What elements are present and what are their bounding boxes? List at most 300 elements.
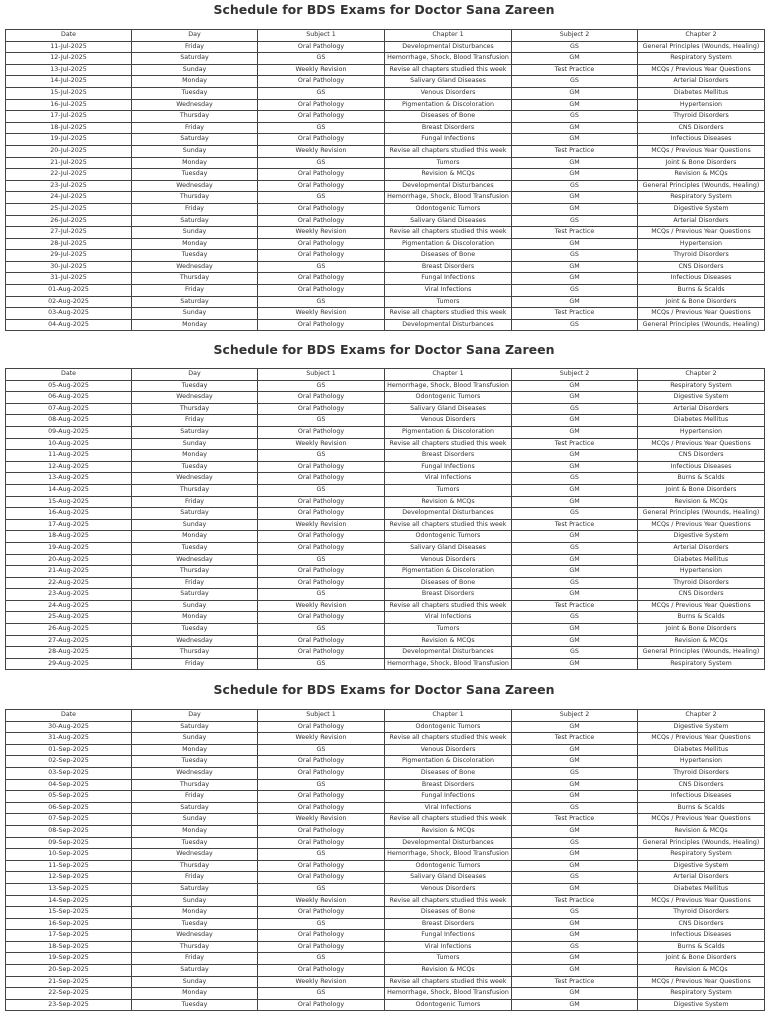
- chapter-2-cell: Burns & Scalds: [638, 285, 765, 297]
- chapter-2-cell: Joint & Bone Disorders: [638, 296, 765, 308]
- subject-2-cell: GS: [512, 802, 638, 814]
- column-header-chapter-2: Chapter 2: [638, 369, 765, 381]
- chapter-2-cell: Joint & Bone Disorders: [638, 484, 765, 496]
- subject-1-cell: GS: [258, 883, 385, 895]
- subject-2-cell: GM: [512, 721, 638, 733]
- subject-2-cell: GM: [512, 192, 638, 204]
- subject-2-cell: GM: [512, 825, 638, 837]
- day-cell: Monday: [132, 238, 258, 250]
- subject-2-cell: GM: [512, 589, 638, 601]
- table-row: [6, 814, 765, 826]
- subject-2-cell: GM: [512, 392, 638, 404]
- date-cell: 11-Jul-2025: [6, 41, 132, 53]
- day-cell: Thursday: [132, 484, 258, 496]
- subject-2-cell: GM: [512, 450, 638, 462]
- subject-1-cell: Weekly Revision: [258, 308, 385, 320]
- table-row: [6, 767, 765, 779]
- table-row: [6, 145, 765, 157]
- chapter-1-cell: Revision & MCQs: [385, 169, 512, 181]
- table-row: [6, 721, 765, 733]
- day-cell: Friday: [132, 41, 258, 53]
- chapter-2-cell: Arterial Disorders: [638, 403, 765, 415]
- chapter-2-cell: MCQs / Previous Year Questions: [638, 814, 765, 826]
- day-cell: Friday: [132, 415, 258, 427]
- date-cell: 18-Sep-2025: [6, 941, 132, 953]
- chapter-2-cell: Respiratory System: [638, 53, 765, 65]
- date-cell: 21-Aug-2025: [6, 566, 132, 578]
- subject-2-cell: Test Practice: [512, 64, 638, 76]
- chapter-1-cell: Revise all chapters studied this week: [385, 145, 512, 157]
- table-row: [6, 169, 765, 181]
- chapter-2-cell: Revision & MCQs: [638, 496, 765, 508]
- subject-1-cell: Weekly Revision: [258, 145, 385, 157]
- subject-1-cell: Oral Pathology: [258, 756, 385, 768]
- date-cell: 29-Aug-2025: [6, 658, 132, 670]
- chapter-2-cell: Revision & MCQs: [638, 635, 765, 647]
- day-cell: Wednesday: [132, 930, 258, 942]
- table-row: [6, 203, 765, 215]
- day-cell: Wednesday: [132, 635, 258, 647]
- table-row: [6, 907, 765, 919]
- date-cell: 12-Aug-2025: [6, 461, 132, 473]
- subject-2-cell: Test Practice: [512, 308, 638, 320]
- column-header-date: Date: [6, 30, 132, 42]
- chapter-2-cell: Arterial Disorders: [638, 215, 765, 227]
- subject-1-cell: GS: [258, 450, 385, 462]
- subject-1-cell: GS: [258, 415, 385, 427]
- chapter-2-cell: Burns & Scalds: [638, 473, 765, 485]
- subject-2-cell: Test Practice: [512, 600, 638, 612]
- chapter-2-cell: Revision & MCQs: [638, 169, 765, 181]
- day-cell: Tuesday: [132, 918, 258, 930]
- date-cell: 04-Sep-2025: [6, 779, 132, 791]
- chapter-2-cell: Hypertension: [638, 426, 765, 438]
- subject-2-cell: GM: [512, 380, 638, 392]
- chapter-2-cell: Respiratory System: [638, 658, 765, 670]
- chapter-1-cell: Hemorrhage, Shock, Blood Transfusion: [385, 658, 512, 670]
- chapter-1-cell: Breast Disorders: [385, 450, 512, 462]
- chapter-2-cell: Thyroid Disorders: [638, 907, 765, 919]
- table-row: [6, 261, 765, 273]
- chapter-1-cell: Breast Disorders: [385, 589, 512, 601]
- table-row: [6, 99, 765, 111]
- day-cell: Thursday: [132, 779, 258, 791]
- column-header-date: Date: [6, 369, 132, 381]
- table-row: [6, 285, 765, 297]
- chapter-2-cell: Digestive System: [638, 531, 765, 543]
- date-cell: 15-Sep-2025: [6, 907, 132, 919]
- table-row: [6, 157, 765, 169]
- subject-1-cell: GS: [258, 953, 385, 965]
- date-cell: 28-Jul-2025: [6, 238, 132, 250]
- day-cell: Friday: [132, 791, 258, 803]
- subject-2-cell: GS: [512, 180, 638, 192]
- header-row: [6, 30, 765, 42]
- table-row: [6, 380, 765, 392]
- chapter-2-cell: Revision & MCQs: [638, 825, 765, 837]
- subject-1-cell: Oral Pathology: [258, 319, 385, 331]
- table-row: [6, 612, 765, 624]
- day-cell: Wednesday: [132, 473, 258, 485]
- chapter-1-cell: Venous Disorders: [385, 415, 512, 427]
- chapter-2-cell: Digestive System: [638, 203, 765, 215]
- date-cell: 16-Sep-2025: [6, 918, 132, 930]
- chapter-1-cell: Pigmentation & Discoloration: [385, 426, 512, 438]
- subject-2-cell: GS: [512, 215, 638, 227]
- column-header-chapter-2: Chapter 2: [638, 30, 765, 42]
- chapter-1-cell: Developmental Disturbances: [385, 319, 512, 331]
- day-cell: Monday: [132, 531, 258, 543]
- table-row: [6, 791, 765, 803]
- date-cell: 16-Aug-2025: [6, 508, 132, 520]
- subject-1-cell: Weekly Revision: [258, 227, 385, 239]
- chapter-2-cell: Revision & MCQs: [638, 965, 765, 977]
- chapter-1-cell: Tumors: [385, 157, 512, 169]
- date-cell: 20-Aug-2025: [6, 554, 132, 566]
- subject-2-cell: GM: [512, 635, 638, 647]
- date-cell: 15-Aug-2025: [6, 496, 132, 508]
- chapter-2-cell: General Principles (Wounds, Healing): [638, 319, 765, 331]
- subject-1-cell: GS: [258, 484, 385, 496]
- date-cell: 14-Sep-2025: [6, 895, 132, 907]
- chapter-1-cell: Revise all chapters studied this week: [385, 308, 512, 320]
- date-cell: 21-Jul-2025: [6, 157, 132, 169]
- day-cell: Tuesday: [132, 250, 258, 262]
- subject-2-cell: GS: [512, 941, 638, 953]
- subject-1-cell: Weekly Revision: [258, 895, 385, 907]
- day-cell: Tuesday: [132, 461, 258, 473]
- chapter-2-cell: Infectious Diseases: [638, 791, 765, 803]
- subject-1-cell: Weekly Revision: [258, 976, 385, 988]
- table-row: [6, 496, 765, 508]
- day-cell: Tuesday: [132, 542, 258, 554]
- date-cell: 23-Sep-2025: [6, 999, 132, 1011]
- chapter-2-cell: Arterial Disorders: [638, 872, 765, 884]
- day-cell: Sunday: [132, 733, 258, 745]
- subject-1-cell: Oral Pathology: [258, 461, 385, 473]
- column-header-subject-2: Subject 2: [512, 369, 638, 381]
- day-cell: Sunday: [132, 64, 258, 76]
- subject-2-cell: GM: [512, 918, 638, 930]
- table-row: [6, 238, 765, 250]
- chapter-2-cell: Diabetes Mellitus: [638, 554, 765, 566]
- chapter-1-cell: Revise all chapters studied this week: [385, 976, 512, 988]
- table-row: [6, 392, 765, 404]
- date-cell: 24-Aug-2025: [6, 600, 132, 612]
- subject-2-cell: Test Practice: [512, 227, 638, 239]
- subject-2-cell: GM: [512, 273, 638, 285]
- subject-2-cell: GM: [512, 426, 638, 438]
- subject-1-cell: GS: [258, 658, 385, 670]
- date-cell: 14-Aug-2025: [6, 484, 132, 496]
- subject-1-cell: Oral Pathology: [258, 825, 385, 837]
- subject-2-cell: Test Practice: [512, 976, 638, 988]
- day-cell: Thursday: [132, 111, 258, 123]
- subject-2-cell: GM: [512, 169, 638, 181]
- table-row: [6, 624, 765, 636]
- date-cell: 20-Sep-2025: [6, 965, 132, 977]
- day-cell: Sunday: [132, 145, 258, 157]
- date-cell: 21-Sep-2025: [6, 976, 132, 988]
- table-row: [6, 308, 765, 320]
- date-cell: 31-Aug-2025: [6, 733, 132, 745]
- column-header-subject-2: Subject 2: [512, 710, 638, 722]
- table-header: [6, 369, 765, 381]
- chapter-1-cell: Diseases of Bone: [385, 111, 512, 123]
- date-cell: 07-Sep-2025: [6, 814, 132, 826]
- table-row: [6, 872, 765, 884]
- subject-2-cell: GM: [512, 658, 638, 670]
- table-row: [6, 122, 765, 134]
- day-cell: Thursday: [132, 647, 258, 659]
- day-cell: Monday: [132, 76, 258, 88]
- table-row: [6, 895, 765, 907]
- chapter-1-cell: Salivary Gland Diseases: [385, 215, 512, 227]
- chapter-2-cell: General Principles (Wounds, Healing): [638, 41, 765, 53]
- chapter-2-cell: Infectious Diseases: [638, 461, 765, 473]
- day-cell: Saturday: [132, 215, 258, 227]
- table-row: [6, 988, 765, 1000]
- subject-2-cell: GM: [512, 122, 638, 134]
- chapter-1-cell: Revise all chapters studied this week: [385, 64, 512, 76]
- subject-2-cell: GS: [512, 837, 638, 849]
- day-cell: Tuesday: [132, 169, 258, 181]
- subject-2-cell: GS: [512, 872, 638, 884]
- chapter-2-cell: Respiratory System: [638, 380, 765, 392]
- day-cell: Thursday: [132, 273, 258, 285]
- day-cell: Friday: [132, 496, 258, 508]
- date-cell: 31-Jul-2025: [6, 273, 132, 285]
- table-row: [6, 825, 765, 837]
- chapter-1-cell: Revise all chapters studied this week: [385, 814, 512, 826]
- chapter-1-cell: Salivary Gland Diseases: [385, 76, 512, 88]
- table-row: [6, 779, 765, 791]
- table-row: [6, 965, 765, 977]
- subject-1-cell: GS: [258, 624, 385, 636]
- subject-2-cell: GM: [512, 203, 638, 215]
- subject-2-cell: GS: [512, 319, 638, 331]
- day-cell: Wednesday: [132, 849, 258, 861]
- day-cell: Tuesday: [132, 756, 258, 768]
- date-cell: 22-Aug-2025: [6, 577, 132, 589]
- day-cell: Saturday: [132, 134, 258, 146]
- date-cell: 17-Sep-2025: [6, 930, 132, 942]
- column-header-date: Date: [6, 710, 132, 722]
- date-cell: 29-Jul-2025: [6, 250, 132, 262]
- chapter-2-cell: Respiratory System: [638, 192, 765, 204]
- day-cell: Wednesday: [132, 554, 258, 566]
- subject-2-cell: GM: [512, 744, 638, 756]
- day-cell: Monday: [132, 744, 258, 756]
- subject-1-cell: Weekly Revision: [258, 519, 385, 531]
- subject-1-cell: Oral Pathology: [258, 612, 385, 624]
- column-header-day: Day: [132, 30, 258, 42]
- table-row: [6, 635, 765, 647]
- subject-1-cell: Oral Pathology: [258, 392, 385, 404]
- chapter-2-cell: MCQs / Previous Year Questions: [638, 895, 765, 907]
- chapter-1-cell: Pigmentation & Discoloration: [385, 756, 512, 768]
- table-row: [6, 802, 765, 814]
- subject-2-cell: GM: [512, 461, 638, 473]
- date-cell: 27-Jul-2025: [6, 227, 132, 239]
- chapter-1-cell: Hemorrhage, Shock, Blood Transfusion: [385, 849, 512, 861]
- day-cell: Monday: [132, 612, 258, 624]
- subject-2-cell: GM: [512, 261, 638, 273]
- subject-1-cell: GS: [258, 554, 385, 566]
- chapter-1-cell: Salivary Gland Diseases: [385, 403, 512, 415]
- chapter-2-cell: MCQs / Previous Year Questions: [638, 64, 765, 76]
- chapter-2-cell: Infectious Diseases: [638, 134, 765, 146]
- table-row: [6, 473, 765, 485]
- subject-2-cell: GM: [512, 779, 638, 791]
- table-row: [6, 192, 765, 204]
- subject-1-cell: Oral Pathology: [258, 473, 385, 485]
- chapter-2-cell: MCQs / Previous Year Questions: [638, 308, 765, 320]
- chapter-2-cell: MCQs / Previous Year Questions: [638, 733, 765, 745]
- day-cell: Monday: [132, 907, 258, 919]
- subject-2-cell: GS: [512, 612, 638, 624]
- subject-1-cell: Weekly Revision: [258, 733, 385, 745]
- chapter-1-cell: Pigmentation & Discoloration: [385, 238, 512, 250]
- subject-1-cell: Oral Pathology: [258, 41, 385, 53]
- day-cell: Saturday: [132, 53, 258, 65]
- table-row: [6, 227, 765, 239]
- day-cell: Friday: [132, 285, 258, 297]
- subject-1-cell: GS: [258, 157, 385, 169]
- date-cell: 14-Jul-2025: [6, 76, 132, 88]
- page-title: Schedule for BDS Exams for Doctor Sana Zareen: [213, 682, 555, 697]
- chapter-2-cell: Respiratory System: [638, 849, 765, 861]
- table-header: [6, 710, 765, 722]
- chapter-1-cell: Hemorrhage, Shock, Blood Transfusion: [385, 53, 512, 65]
- chapter-1-cell: Developmental Disturbances: [385, 647, 512, 659]
- day-cell: Thursday: [132, 192, 258, 204]
- column-header-chapter-1: Chapter 1: [385, 30, 512, 42]
- subject-2-cell: GM: [512, 296, 638, 308]
- subject-2-cell: GS: [512, 542, 638, 554]
- chapter-2-cell: Burns & Scalds: [638, 941, 765, 953]
- day-cell: Monday: [132, 157, 258, 169]
- subject-1-cell: Oral Pathology: [258, 238, 385, 250]
- chapter-2-cell: MCQs / Previous Year Questions: [638, 600, 765, 612]
- day-cell: Saturday: [132, 883, 258, 895]
- table-row: [6, 273, 765, 285]
- subject-1-cell: Oral Pathology: [258, 635, 385, 647]
- table-row: [6, 733, 765, 745]
- date-cell: 18-Aug-2025: [6, 531, 132, 543]
- subject-1-cell: Oral Pathology: [258, 577, 385, 589]
- chapter-1-cell: Developmental Disturbances: [385, 180, 512, 192]
- subject-1-cell: Oral Pathology: [258, 965, 385, 977]
- date-cell: 02-Aug-2025: [6, 296, 132, 308]
- table-row: [6, 744, 765, 756]
- day-cell: Wednesday: [132, 392, 258, 404]
- date-cell: 30-Jul-2025: [6, 261, 132, 273]
- subject-2-cell: GM: [512, 238, 638, 250]
- chapter-1-cell: Odontogenic Tumors: [385, 531, 512, 543]
- chapter-1-cell: Tumors: [385, 484, 512, 496]
- subject-2-cell: Test Practice: [512, 814, 638, 826]
- subject-2-cell: GM: [512, 157, 638, 169]
- date-cell: 22-Sep-2025: [6, 988, 132, 1000]
- day-cell: Sunday: [132, 976, 258, 988]
- column-header-subject-2: Subject 2: [512, 30, 638, 42]
- subject-1-cell: Oral Pathology: [258, 999, 385, 1011]
- chapter-1-cell: Fungal Infections: [385, 791, 512, 803]
- chapter-1-cell: Salivary Gland Diseases: [385, 872, 512, 884]
- subject-2-cell: GM: [512, 624, 638, 636]
- subject-1-cell: Oral Pathology: [258, 250, 385, 262]
- table-row: [6, 837, 765, 849]
- subject-1-cell: Oral Pathology: [258, 134, 385, 146]
- table-row: [6, 930, 765, 942]
- table-row: [6, 953, 765, 965]
- day-cell: Friday: [132, 658, 258, 670]
- subject-1-cell: Weekly Revision: [258, 64, 385, 76]
- chapter-1-cell: Salivary Gland Diseases: [385, 542, 512, 554]
- table-row: [6, 415, 765, 427]
- subject-2-cell: GM: [512, 860, 638, 872]
- day-cell: Sunday: [132, 895, 258, 907]
- schedule-table: [5, 368, 765, 670]
- chapter-1-cell: Revise all chapters studied this week: [385, 600, 512, 612]
- chapter-2-cell: Diabetes Mellitus: [638, 744, 765, 756]
- subject-2-cell: GS: [512, 41, 638, 53]
- date-cell: 15-Jul-2025: [6, 87, 132, 99]
- chapter-2-cell: Diabetes Mellitus: [638, 87, 765, 99]
- subject-2-cell: GM: [512, 566, 638, 578]
- date-cell: 28-Aug-2025: [6, 647, 132, 659]
- subject-1-cell: Oral Pathology: [258, 285, 385, 297]
- date-cell: 03-Sep-2025: [6, 767, 132, 779]
- table-row: [6, 438, 765, 450]
- day-cell: Sunday: [132, 600, 258, 612]
- chapter-1-cell: Breast Disorders: [385, 918, 512, 930]
- date-cell: 19-Sep-2025: [6, 953, 132, 965]
- subject-2-cell: GM: [512, 496, 638, 508]
- table-row: [6, 756, 765, 768]
- day-cell: Monday: [132, 319, 258, 331]
- subject-1-cell: Oral Pathology: [258, 791, 385, 803]
- subject-2-cell: GS: [512, 111, 638, 123]
- date-cell: 06-Sep-2025: [6, 802, 132, 814]
- chapter-2-cell: Digestive System: [638, 860, 765, 872]
- day-cell: Tuesday: [132, 624, 258, 636]
- date-cell: 22-Jul-2025: [6, 169, 132, 181]
- chapter-1-cell: Breast Disorders: [385, 261, 512, 273]
- day-cell: Saturday: [132, 721, 258, 733]
- chapter-1-cell: Developmental Disturbances: [385, 837, 512, 849]
- subject-2-cell: GM: [512, 791, 638, 803]
- date-cell: 30-Aug-2025: [6, 721, 132, 733]
- chapter-2-cell: MCQs / Previous Year Questions: [638, 976, 765, 988]
- chapter-1-cell: Tumors: [385, 953, 512, 965]
- table-row: [6, 450, 765, 462]
- subject-1-cell: Oral Pathology: [258, 941, 385, 953]
- chapter-1-cell: Venous Disorders: [385, 554, 512, 566]
- chapter-1-cell: Revise all chapters studied this week: [385, 895, 512, 907]
- subject-1-cell: Weekly Revision: [258, 438, 385, 450]
- date-cell: 08-Sep-2025: [6, 825, 132, 837]
- subject-2-cell: Test Practice: [512, 438, 638, 450]
- date-cell: 27-Aug-2025: [6, 635, 132, 647]
- chapter-2-cell: Joint & Bone Disorders: [638, 624, 765, 636]
- date-cell: 10-Aug-2025: [6, 438, 132, 450]
- chapter-1-cell: Breast Disorders: [385, 779, 512, 791]
- chapter-1-cell: Hemorrhage, Shock, Blood Transfusion: [385, 380, 512, 392]
- subject-2-cell: GM: [512, 415, 638, 427]
- date-cell: 11-Sep-2025: [6, 860, 132, 872]
